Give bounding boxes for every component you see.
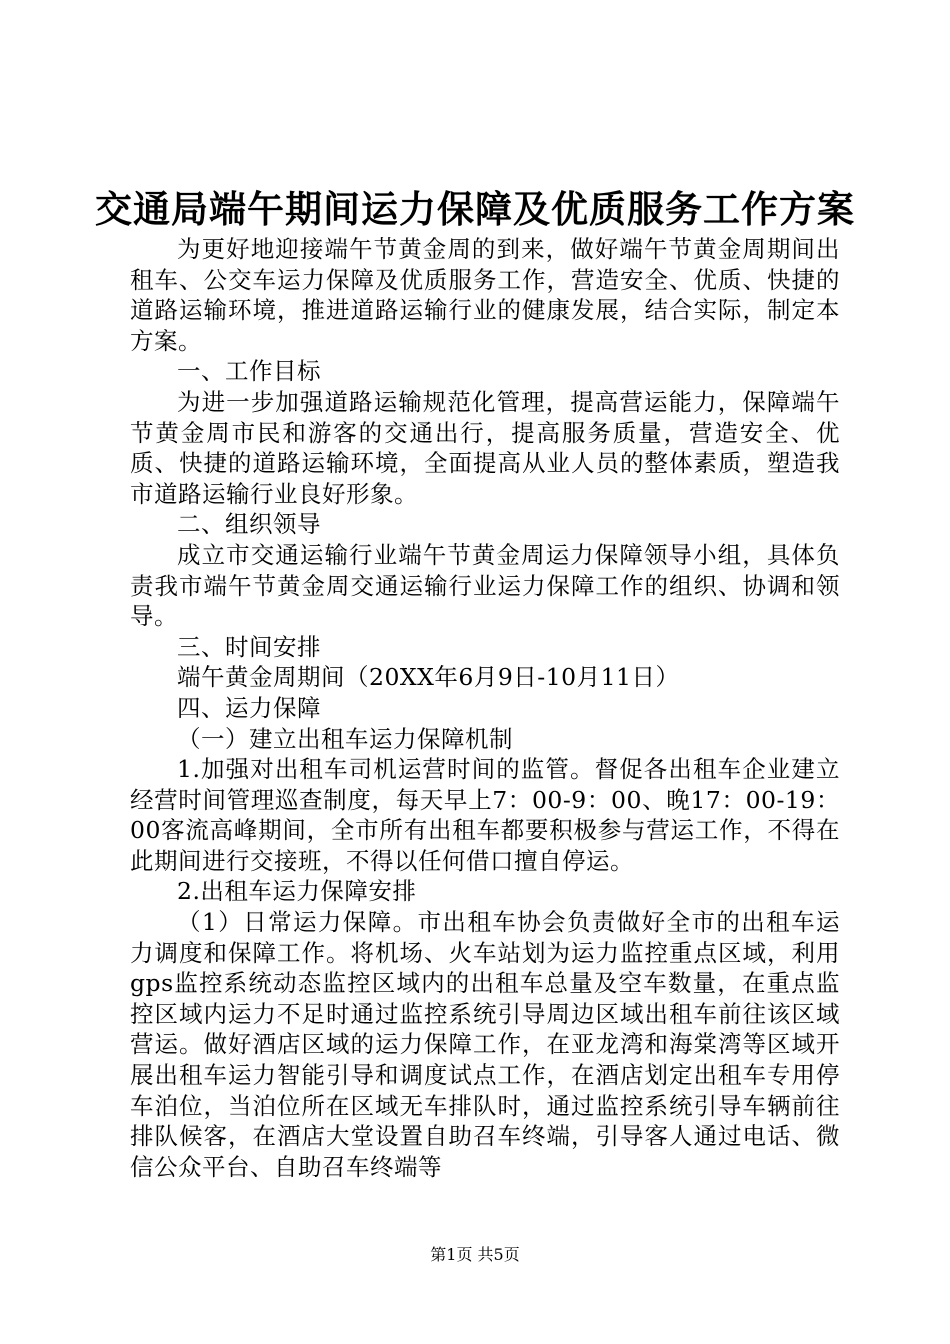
daily-capacity-paragraph: （1）日常运力保障。市出租车协会负责做好全市的出租车运力调度和保障工作。将机场、火车站划为运力监控重点区域，利用gps监控系统动态监控区域内的出租车总量及空车数量，在重点监控区域内运力不足时通过监控系统引导周边区域出租车前往该区域营运。做好酒店区域的运力保障工作，在亚龙湾和海棠湾等区域开展出租车运力智能引导和调度试点工作，在酒店划定出租车专用停车泊位，当泊位所在区域无车排队时，通过监控系统引导车辆前往排队候客，在酒店大堂设置自助召车终端，引导客人通过电话、微信公众平台、自助召车终端等 xyxy=(130,908,840,1181)
intro-paragraph: 为更好地迎接端午节黄金周的到来，做好端午节黄金周期间出租车、公交车运力保障及优质服务工作，营造安全、优质、快捷的道路运输环境，推进道路运输行业的健康发展，结合实际，制定本方案。 xyxy=(130,235,840,355)
section-heading-organization: 二、组织领导 xyxy=(177,510,321,539)
section-heading-schedule: 三、时间安排 xyxy=(177,632,321,661)
taxi-supervision-paragraph: 1.加强对出租车司机运营时间的监管。督促各出租车企业建立经营时间管理巡查制度，每天早上7：00-9：00、晚17：00-19：00客流高峰期间，全市所有出租车都要积极参与营运工作，不得在此期间进行交接班，不得以任何借口擅自停运。 xyxy=(130,755,840,875)
document-title: 交通局端午期间运力保障及优质服务工作方案 xyxy=(95,187,855,231)
goals-paragraph: 为进一步加强道路运输规范化管理，提高营运能力，保障端午节黄金周市民和游客的交通出行，提高服务质量，营造安全、优质、快捷的道路运输环境，全面提高从业人员的整体素质，塑造我市道路运输行业良好形象。 xyxy=(130,387,840,508)
subsection-heading-taxi-mechanism: （一）建立出租车运力保障机制 xyxy=(177,724,513,753)
organization-paragraph: 成立市交通运输行业端午节黄金周运力保障领导小组，具体负责我市端午节黄金周交通运输行业运力保障工作的组织、协调和领导。 xyxy=(130,540,840,631)
schedule-line: 端午黄金周期间（20XX年6月9日-10月11日） xyxy=(177,663,680,692)
page-footer: 第1页 共5页 xyxy=(430,1245,520,1264)
section-heading-capacity: 四、运力保障 xyxy=(177,693,321,722)
section-heading-goals: 一、工作目标 xyxy=(177,357,321,386)
document-body xyxy=(130,234,840,1182)
subsection-heading-taxi-arrangement: 2.出租车运力保障安排 xyxy=(177,877,417,906)
